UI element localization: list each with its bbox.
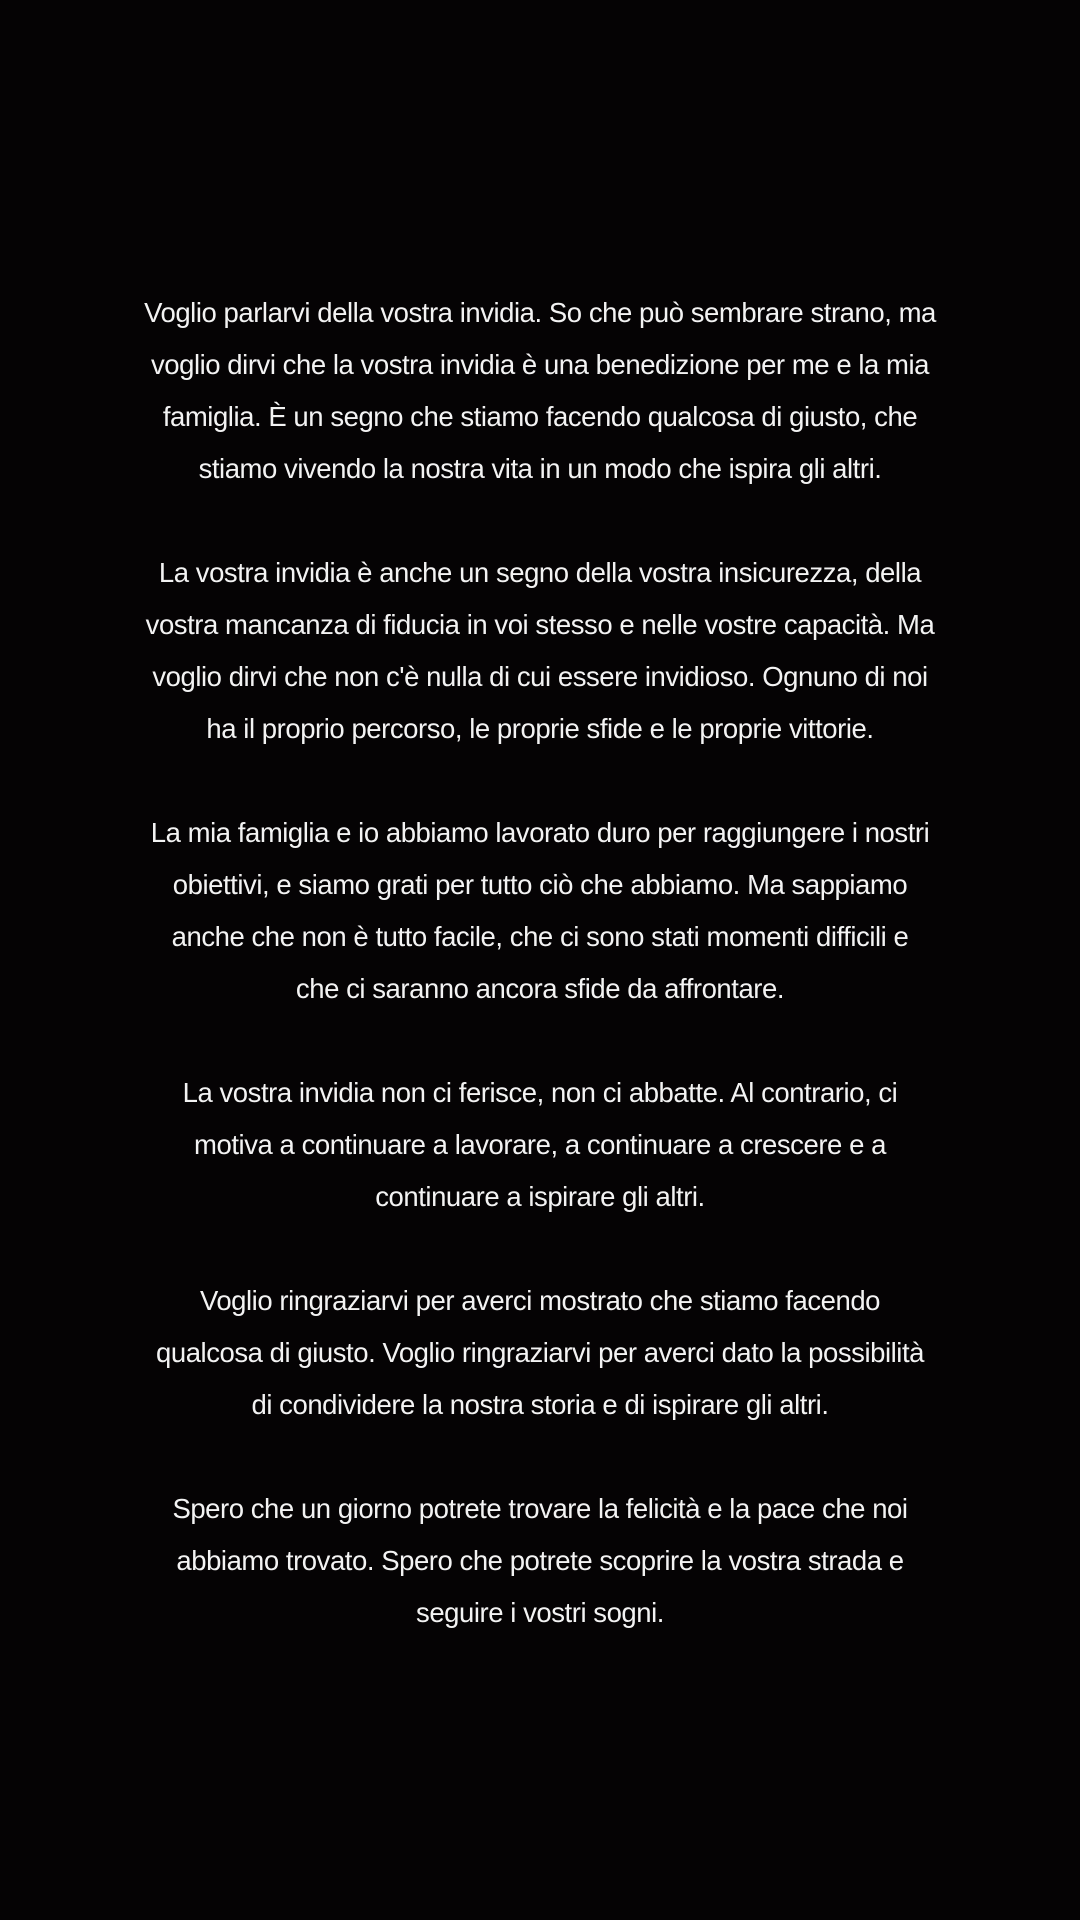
story-paragraph-5 bbox=[70, 1275, 1010, 1431]
story-line: motiva a continuare a lavorare, a continuare a crescere e a bbox=[194, 1129, 886, 1160]
story-line: abbiamo trovato. Spero che potrete scoprire la vostra strada e bbox=[176, 1545, 904, 1576]
story-line: che ci saranno ancora sfide da affrontare. bbox=[295, 973, 785, 1004]
story-line: La mia famiglia e io abbiamo lavorato duro per raggiungere i nostri bbox=[150, 817, 930, 848]
story-line: continuare a ispirare gli altri. bbox=[375, 1181, 705, 1212]
story-line: anche che non è tutto facile, che ci sono stati momenti difficili e bbox=[171, 921, 909, 952]
story-line: qualcosa di giusto. Voglio ringraziarvi per averci dato la possibilità bbox=[156, 1337, 924, 1368]
story-line: vostra mancanza di fiducia in voi stesso e nelle vostre capacità. Ma bbox=[145, 609, 935, 640]
story-line: stiamo vivendo la nostra vita in un modo che ispira gli altri. bbox=[198, 453, 882, 484]
story-line: voglio dirvi che la vostra invidia è una benedizione per me e la mia bbox=[150, 349, 930, 380]
story-paragraph-3 bbox=[70, 807, 1010, 1015]
story-line: La vostra invidia è anche un segno della vostra insicurezza, della bbox=[158, 557, 922, 588]
story-line: Voglio ringraziarvi per averci mostrato che stiamo facendo bbox=[199, 1285, 881, 1316]
story-paragraph-6 bbox=[70, 1483, 1010, 1639]
story-line: Voglio parlarvi della vostra invidia. So che può sembrare strano, ma bbox=[144, 297, 936, 328]
story-line: ha il proprio percorso, le proprie sfide e le proprie vittorie. bbox=[206, 713, 874, 744]
story-line: Spero che un giorno potrete trovare la felicità e la pace che noi bbox=[172, 1493, 908, 1524]
story-line: di condividere la nostra storia e di ispirare gli altri. bbox=[251, 1389, 829, 1420]
story-line: voglio dirvi che non c'è nulla di cui essere invidioso. Ognuno di noi bbox=[152, 661, 928, 692]
story-line: La vostra invidia non ci ferisce, non ci abbatte. Al contrario, ci bbox=[182, 1077, 898, 1108]
story-line: obiettivi, e siamo grati per tutto ciò che abbiamo. Ma sappiamo bbox=[172, 869, 908, 900]
story-paragraph-4 bbox=[70, 1067, 1010, 1223]
story-paragraph-2 bbox=[70, 547, 1010, 755]
story-line: seguire i vostri sogni. bbox=[416, 1597, 664, 1628]
story-text-block bbox=[70, 287, 1010, 1691]
story-paragraph-1 bbox=[70, 287, 1010, 495]
story-line: famiglia. È un segno che stiamo facendo qualcosa di giusto, che bbox=[162, 401, 918, 432]
